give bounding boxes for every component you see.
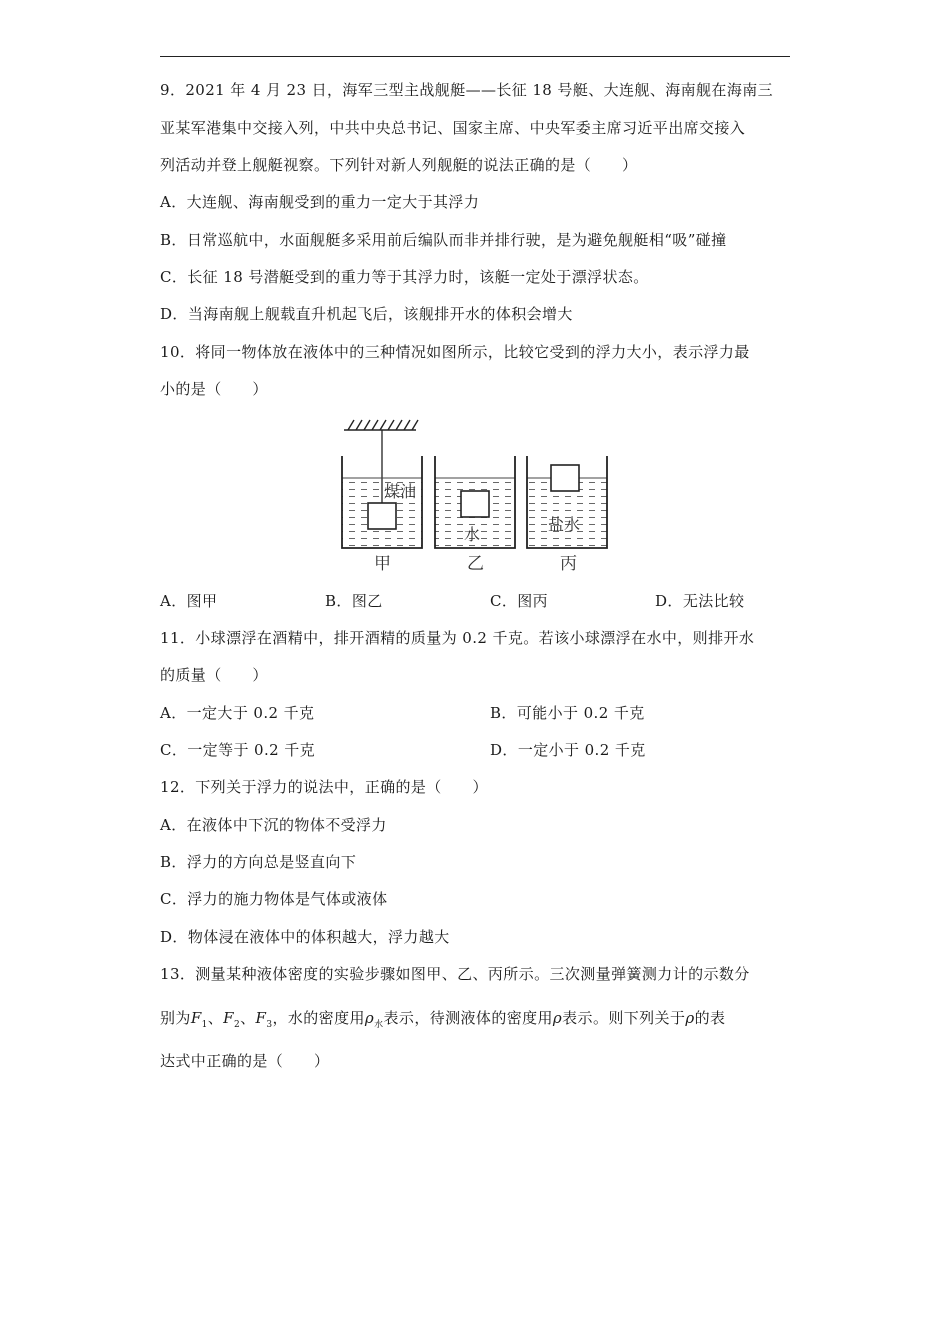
q10-figure [336, 416, 626, 576]
q11-option-a: A．一定大于 0.2 千克 [160, 704, 315, 722]
ceiling-support [344, 420, 418, 430]
q10-stem-line1: 10．将同一物体放在液体中的三种情况如图所示，比较它受到的浮力大小，表示浮力最 [160, 343, 750, 361]
q11-option-c: C．一定等于 0.2 千克 [160, 741, 316, 759]
caption-bing: 丙 [560, 554, 577, 574]
liquid-label-water: 水 [464, 525, 481, 544]
var-rho: ρ [552, 1009, 563, 1027]
liquid-label-kerosene: 煤油 [384, 482, 417, 501]
var-rho: ρ [685, 1009, 695, 1027]
caption-jia: 甲 [374, 554, 391, 574]
q9-option-b: B．日常巡航中，水面舰艇多采用前后编队而非并排行驶，是为避免舰艇相“吸”碰撞 [160, 231, 727, 249]
header-rule [160, 56, 790, 57]
q10-option-d: D．无法比较 [655, 592, 745, 610]
q12-option-b: B．浮力的方向总是竖直向下 [160, 853, 357, 871]
q10-option-a: A．图甲 [160, 592, 218, 610]
q11-option-d: D．一定小于 0.2 千克 [490, 741, 646, 759]
q13-stem-line3: 达式中正确的是（ ） [160, 1052, 330, 1070]
q12-option-d: D．物体浸在液体中的体积越大，浮力越大 [160, 928, 450, 946]
var-f3: $F_3$ [255, 1009, 273, 1030]
q10-option-b: B．图乙 [325, 592, 383, 610]
q9-stem-line1: 9．2021 年 4 月 23 日，海军三型主战舰艇——长征 18 号艇、大连舰、海南舰在海南三 [160, 81, 774, 99]
q9-stem-line3: 列活动并登上舰艇视察。下列针对新人列舰艇的说法正确的是（ ） [160, 156, 638, 174]
q12-stem: 12．下列关于浮力的说法中，正确的是（ ） [160, 778, 488, 796]
var-f2: $F_2$ [223, 1009, 241, 1030]
container-bing [527, 456, 607, 548]
q11-stem-line1: 11．小球漂浮在酒精中，排开酒精的质量为 0.2 千克。若该小球漂浮在水中，则排开水 [160, 629, 755, 647]
q9-option-d: D．当海南舰上舰载直升机起飞后，该舰排开水的体积会增大 [160, 305, 573, 323]
q12-option-a: A．在液体中下沉的物体不受浮力 [160, 816, 387, 834]
q11-option-b: B．可能小于 0.2 千克 [490, 704, 645, 722]
q11-stem-line2: 的质量（ ） [160, 666, 268, 684]
liquid-label-saltwater: 盐水 [548, 515, 581, 534]
q10-option-c: C．图丙 [490, 592, 549, 610]
q10-stem-line2: 小的是（ ） [160, 380, 268, 398]
q9-option-a: A．大连舰、海南舰受到的重力一定大于其浮力 [160, 193, 480, 211]
q12-option-c: C．浮力的施力物体是气体或液体 [160, 890, 388, 908]
q13-stem-line2: 别为$F_1$、$F_2$、$F_3$，水的密度用$\rho_水$表示，待测液体的密度用ρ表示。则下列关于ρ的表 [160, 1009, 726, 1030]
q9-option-c: C．长征 18 号潜艇受到的重力等于其浮力时，该艇一定处于漂浮状态。 [160, 268, 649, 286]
q13-stem-line1: 13．测量某种液体密度的实验步骤如图甲、乙、丙所示。三次测量弹簧测力计的示数分 [160, 965, 750, 983]
var-f1: $F_1$ [190, 1009, 208, 1030]
q9-stem-line2: 亚某军港集中交接入列，中共中央总书记、国家主席、中央军委主席习近平出席交接入 [160, 119, 746, 137]
caption-yi: 乙 [467, 554, 484, 574]
var-rho-water: $\rho_水$ [364, 1009, 384, 1030]
